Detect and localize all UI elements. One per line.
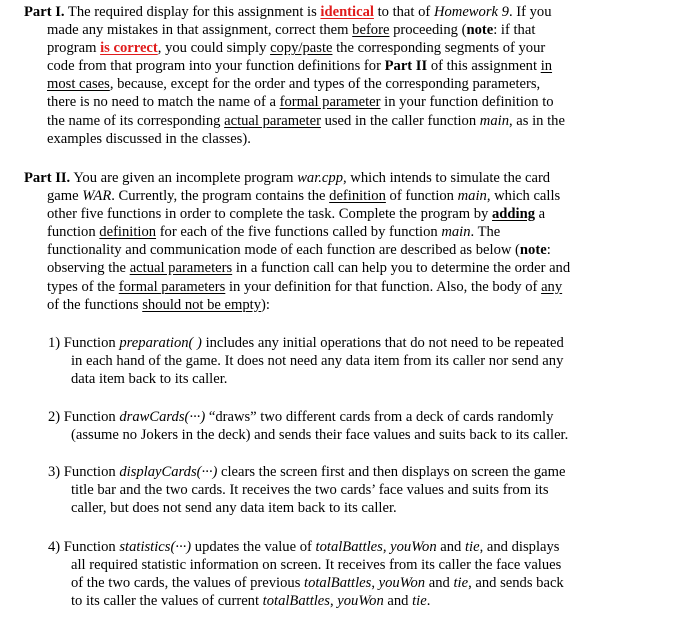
italic-text: preparation( ): [119, 335, 202, 351]
underlined-text: formal parameters: [118, 278, 226, 295]
text-run: proceeding (: [389, 22, 467, 39]
italic-text: tie: [465, 539, 480, 555]
text-run: in a function call can help you to determine the order and: [232, 260, 571, 277]
bold-text: note: [519, 242, 547, 259]
text-run: 2) Function: [48, 409, 120, 425]
text-run: all required statistic information on screen. It receives from its caller the face values: [71, 557, 562, 574]
text-line: [24, 223, 570, 241]
italic-text: main: [479, 112, 509, 129]
text-run: , you could simply: [157, 40, 271, 57]
text-line: [24, 112, 565, 130]
text-run: clears the screen first and then displays on screen the game: [217, 464, 566, 480]
text-line: [24, 187, 570, 205]
text-run: to that of: [373, 4, 434, 20]
text-run: of function: [385, 188, 458, 205]
text-run: , as in the: [508, 112, 565, 129]
text-run: made any mistakes in that assignment, correct them: [47, 22, 353, 39]
text-line: [24, 21, 565, 39]
text-run: observing the: [47, 260, 130, 277]
italic-text: Homework 9: [433, 4, 509, 20]
underlined-text: actual parameter: [224, 112, 321, 129]
text-line: [24, 130, 565, 148]
italic-text: displayCards(···): [119, 464, 218, 480]
underlined-text: copy/paste: [270, 40, 333, 57]
underlined-text: adding: [492, 206, 535, 223]
italic-text: tie: [412, 593, 427, 610]
text-run: of this assignment: [427, 58, 541, 75]
text-run: , and sends back: [468, 575, 564, 592]
text-run: . Currently, the program contains the: [111, 188, 330, 205]
function-item-draw-cards: [48, 408, 568, 444]
text-run: ,: [329, 593, 338, 610]
underlined-text: definition: [99, 224, 157, 241]
italic-text: totalBattles: [304, 575, 372, 592]
underlined-text: should not be empty: [142, 296, 262, 313]
text-line: [48, 352, 564, 370]
text-run: You are given an incomplete program: [70, 170, 298, 186]
text-run: ):: [261, 296, 270, 313]
underlined-text: in: [540, 58, 553, 75]
text-run: used in the caller function: [320, 112, 480, 129]
text-line: [24, 39, 565, 57]
function-item-display-cards: [48, 463, 565, 517]
underlined-text: actual parameters: [129, 260, 233, 277]
text-run: : if that: [493, 22, 536, 39]
text-line: [48, 592, 564, 610]
underlined-text: any: [541, 278, 563, 295]
underlined-text: formal parameter: [279, 94, 381, 111]
text-run: (assume no Jokers in the deck) and sends their face values and suits back to its caller.: [71, 427, 569, 444]
text-run: . The: [470, 224, 501, 241]
text-run: functionality and communication mode of each function are described as below (: [47, 242, 520, 259]
underlined-text: definition: [329, 188, 386, 205]
text-run: updates the value of: [191, 539, 316, 555]
text-line: [48, 463, 565, 481]
text-run: “draws” two different cards from a deck of cards randomly: [205, 409, 554, 425]
text-line: [48, 499, 565, 517]
italic-text: tie: [453, 575, 469, 592]
text-run: examples discussed in the classes).: [47, 130, 251, 147]
text-run: in each hand of the game. It does not need any data item from its caller nor send any: [71, 353, 564, 370]
text-line: [24, 57, 565, 75]
text-line: [48, 556, 564, 574]
part-one-section: [24, 3, 565, 148]
text-run: , which calls: [486, 188, 561, 205]
text-run: includes any initial operations that do not need to be repeated: [201, 335, 564, 351]
underlined-text: is correct: [100, 40, 158, 57]
text-run: ,: [371, 575, 379, 592]
italic-text: youWon: [378, 575, 426, 592]
section-heading: Part II.: [24, 170, 71, 186]
text-run: types of the: [47, 278, 119, 295]
section-heading: Part I.: [24, 4, 65, 20]
text-run: and: [425, 575, 454, 592]
text-run: a: [535, 206, 546, 223]
italic-text: main: [441, 224, 471, 241]
part-two-section: [24, 169, 570, 314]
text-run: for each of the five functions called by function: [156, 224, 442, 241]
text-line: [48, 426, 568, 444]
underlined-text: identical: [320, 4, 374, 20]
text-run: in your function definition to: [380, 94, 554, 111]
underlined-text: before: [352, 22, 390, 39]
italic-text: youWon: [390, 539, 437, 555]
text-run: of the functions: [47, 296, 143, 313]
text-run: ,: [382, 539, 391, 555]
bold-text: note: [466, 22, 494, 39]
text-run: and: [436, 539, 465, 555]
text-line: [24, 75, 565, 93]
text-run: 4) Function: [48, 539, 120, 555]
text-run: other five functions in order to complete the task. Complete the program by: [47, 206, 492, 223]
italic-text: statistics(···): [119, 539, 192, 555]
text-run: program: [47, 40, 101, 57]
text-run: in your definition for that function. Also, the body of: [225, 278, 542, 295]
italic-text: drawCards(···): [119, 409, 206, 425]
text-line: [24, 93, 565, 111]
function-item-statistics: [48, 538, 564, 610]
italic-text: totalBattles: [315, 539, 383, 555]
text-run: data item back to its caller.: [71, 371, 228, 388]
text-line: [24, 259, 570, 277]
italic-text: main: [457, 188, 487, 205]
text-run: :: [546, 242, 551, 259]
text-run: to its caller the values of current: [71, 593, 263, 610]
text-run: .: [426, 593, 431, 610]
text-run: game: [47, 188, 83, 205]
text-line: [24, 278, 570, 296]
text-run: , and displays: [479, 539, 560, 555]
text-line: [24, 3, 565, 21]
text-run: The required display for this assignment is: [64, 4, 321, 20]
text-line: [48, 538, 564, 556]
text-run: code from that program into your function definitions for: [47, 58, 385, 75]
function-item-preparation: [48, 334, 564, 388]
text-run: 1) Function: [48, 335, 120, 351]
text-line: [48, 574, 564, 592]
text-line: [48, 408, 568, 426]
text-line: [48, 334, 564, 352]
text-run: and: [383, 593, 413, 610]
text-run: there is no need to match the name of a: [47, 94, 280, 111]
text-run: , which intends to simulate the card: [343, 170, 551, 186]
text-run: function: [47, 224, 100, 241]
text-line: [24, 296, 570, 314]
text-run: of the two cards, the values of previous: [71, 575, 305, 592]
text-line: [48, 370, 564, 388]
italic-text: war.cpp: [297, 170, 343, 186]
text-line: [24, 205, 570, 223]
italic-text: totalBattles: [262, 593, 330, 610]
text-run: . If you: [508, 4, 552, 20]
text-run: caller, but does not send any data item back to its caller.: [71, 500, 397, 517]
text-line: [24, 169, 570, 187]
text-run: the corresponding segments of your: [332, 40, 546, 57]
underlined-text: most cases: [47, 76, 110, 93]
bold-text: Part II: [384, 58, 428, 75]
text-run: , because, except for the order and types of the corresponding parameters,: [109, 76, 541, 93]
text-run: 3) Function: [48, 464, 120, 480]
italic-text: youWon: [337, 593, 384, 610]
text-line: [48, 481, 565, 499]
italic-text: WAR: [82, 188, 112, 205]
text-run: the name of its corresponding: [47, 112, 225, 129]
text-run: title bar and the two cards. It receives the two cards’ face values and suits from its: [71, 482, 549, 499]
text-line: [24, 241, 570, 259]
